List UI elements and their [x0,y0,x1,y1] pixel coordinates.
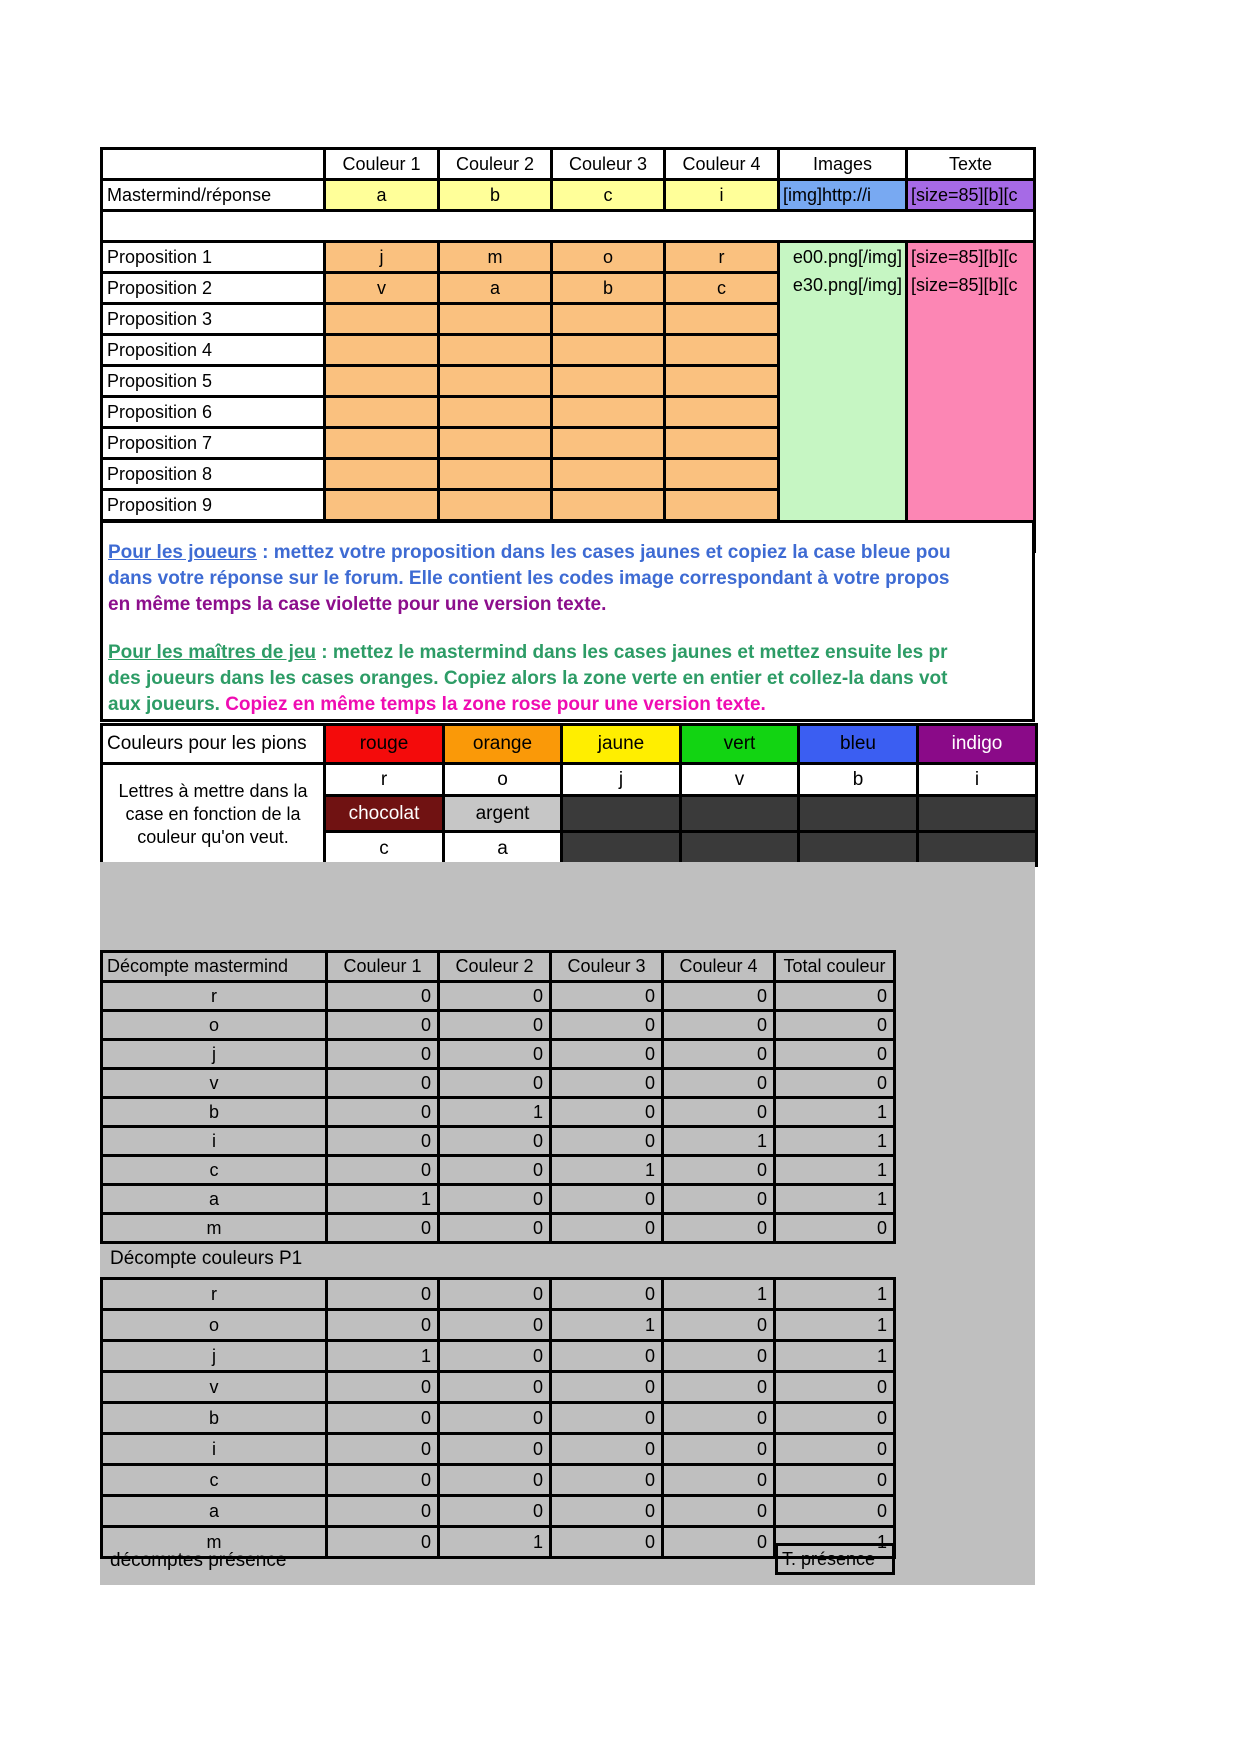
corner-cell [102,149,325,180]
proposition-color-cell[interactable]: c [665,273,779,304]
empty-dark-cell [918,796,1037,832]
count-cell[interactable]: 0 [439,1496,551,1527]
row-label: i [102,1127,327,1156]
proposition-color-cell[interactable] [552,335,665,366]
row-label: j [102,1341,327,1372]
count-cell[interactable]: 0 [663,1310,775,1341]
proposition-label: Proposition 9 [102,490,325,521]
proposition-color-cell[interactable]: m [439,242,552,273]
count-cell[interactable]: 0 [551,1341,663,1372]
mastermind-images-code-cell[interactable] [779,180,907,211]
count-cell[interactable]: 0 [551,1127,663,1156]
total-cell[interactable]: 1 [775,1156,895,1185]
proposition-color-cell[interactable]: j [325,242,439,273]
table-row [102,1127,895,1156]
count-cell[interactable]: 0 [439,1465,551,1496]
proposition-color-cell[interactable] [439,490,552,521]
table-row [102,1011,895,1040]
pion-letter: j [562,764,681,796]
count-cell[interactable]: 0 [663,1496,775,1527]
count-cell[interactable]: 0 [439,1434,551,1465]
mastermind-color-cell[interactable]: b [439,180,552,211]
count-cell[interactable]: 0 [551,1069,663,1098]
count-cell[interactable]: 0 [439,1403,551,1434]
proposition-label: Proposition 6 [102,397,325,428]
masters-instructions: Pour les maîtres de jeu : mettez le mastermind dans les cases jaunes et mettez ensuite les pr des joueurs dans les cases oranges. Copiez alors la zone verte en entier et collez-la dans vot aux joueurs. Copiez en même temps la zone rose pour une version texte. [108,642,948,715]
pion-letter: i [918,764,1037,796]
total-cell[interactable]: 0 [775,1214,895,1243]
decompte-header-row [102,952,895,982]
empty-dark-cell [681,796,799,832]
row-label: a [102,1185,327,1214]
count-cell[interactable]: 0 [663,1098,775,1127]
images-code-zone[interactable] [779,242,907,552]
image-code-line: e30.png[/img] [792,275,902,295]
instructions-box [100,520,1035,722]
count-cell[interactable]: 0 [327,1127,439,1156]
proposition-color-cell[interactable] [665,304,779,335]
row-label: i [102,1434,327,1465]
pions-title-cell: Couleurs pour les pions [102,725,325,764]
pion-letter: c [325,832,444,866]
proposition-color-cell[interactable] [439,335,552,366]
count-cell[interactable]: 0 [551,1040,663,1069]
table-row [102,1372,895,1403]
proposition-color-cell[interactable] [552,428,665,459]
pion-color-bleu: bleu [799,725,918,764]
count-cell[interactable]: 0 [551,1185,663,1214]
total-cell[interactable]: 1 [775,1310,895,1341]
texte-code-line: [size=85][b][c [911,275,1018,295]
proposition-label: Proposition 4 [102,335,325,366]
pion-color-vert: vert [681,725,799,764]
decompte-title-cell: Décompte mastermind [102,952,327,982]
mastermind-table [100,147,1036,553]
count-cell[interactable]: 0 [327,1156,439,1185]
proposition-color-cell[interactable] [325,304,439,335]
spacer-row [102,211,1035,242]
pion-colors-table [100,723,1038,867]
proposition-color-cell[interactable] [552,397,665,428]
proposition-color-cell[interactable] [439,428,552,459]
total-cell[interactable]: 0 [775,1040,895,1069]
count-cell[interactable]: 0 [551,1403,663,1434]
count-cell[interactable]: 0 [439,1341,551,1372]
pion-letter: r [325,764,444,796]
count-cell[interactable]: 0 [439,1185,551,1214]
rose-note: Copiez en même temps la zone rose pour une version texte. [225,694,766,715]
row-label: r [102,982,327,1011]
mastermind-color-cell[interactable]: a [325,180,439,211]
count-cell[interactable]: 0 [663,1156,775,1185]
count-cell[interactable]: 0 [439,1127,551,1156]
count-cell[interactable]: 0 [551,1214,663,1243]
row-label: v [102,1069,327,1098]
proposition-color-cell[interactable]: r [665,242,779,273]
proposition-label: Proposition 1 [102,242,325,273]
total-cell[interactable]: 0 [775,1403,895,1434]
proposition-color-cell[interactable]: v [325,273,439,304]
count-cell[interactable]: 1 [439,1527,551,1558]
count-cell[interactable]: 0 [663,1527,775,1558]
row-label: v [102,1372,327,1403]
column-header-couleur-2: Couleur 2 [439,149,552,180]
proposition-color-cell[interactable] [552,304,665,335]
image-code-line: e00.png[/img] [792,247,902,267]
total-cell[interactable]: 0 [775,1465,895,1496]
column-header-couleur-4: Couleur 4 [663,952,775,982]
count-cell[interactable]: 0 [327,1465,439,1496]
column-header-couleur-3: Couleur 3 [552,149,665,180]
proposition-color-cell[interactable] [665,490,779,521]
proposition-color-cell[interactable] [665,459,779,490]
count-cell[interactable]: 0 [663,1040,775,1069]
empty-dark-cell [799,832,918,866]
proposition-color-cell[interactable] [439,304,552,335]
pion-color-names-row [102,725,1037,764]
empty-dark-cell [799,796,918,832]
decompte-p1-title: Décompte couleurs P1 [110,1248,303,1269]
bbcode-size-text: [size=85][b][c [911,185,1018,205]
count-cell[interactable]: 0 [327,1069,439,1098]
total-cell[interactable]: 1 [775,1098,895,1127]
count-cell[interactable]: 0 [663,1434,775,1465]
proposition-color-cell[interactable]: b [552,273,665,304]
total-cell[interactable]: 1 [775,1127,895,1156]
column-header-couleur-3: Couleur 3 [551,952,663,982]
count-cell[interactable]: 0 [663,1011,775,1040]
column-header-couleur-4: Couleur 4 [665,149,779,180]
proposition-label: Proposition 5 [102,366,325,397]
table-row [102,1496,895,1527]
count-cell[interactable]: 1 [551,1156,663,1185]
pion-letter: v [681,764,799,796]
total-cell[interactable]: 0 [775,1011,895,1040]
table-row [102,1098,895,1127]
count-cell[interactable]: 0 [439,1011,551,1040]
total-presence-box: T. présence [775,1543,895,1575]
total-cell[interactable]: 0 [775,1496,895,1527]
count-cell[interactable]: 0 [663,1185,775,1214]
texte-code-zone[interactable] [907,242,1035,552]
table-row [102,1310,895,1341]
row-label: c [102,1156,327,1185]
proposition-row [102,242,1035,273]
proposition-color-cell[interactable] [665,397,779,428]
table-row [102,1465,895,1496]
total-cell[interactable]: 0 [775,982,895,1011]
table-row [102,1214,895,1243]
table-row [102,1185,895,1214]
count-cell[interactable]: 0 [551,1496,663,1527]
count-cell[interactable]: 0 [439,1069,551,1098]
count-cell[interactable]: 0 [663,1372,775,1403]
proposition-color-cell[interactable]: o [552,242,665,273]
decompte-p1-table [100,1277,896,1559]
table-row [102,1156,895,1185]
proposition-color-cell[interactable]: a [439,273,552,304]
proposition-color-cell[interactable] [665,335,779,366]
row-label: b [102,1098,327,1127]
row-label: o [102,1310,327,1341]
pion-color-rouge: rouge [325,725,444,764]
count-cell[interactable]: 0 [327,982,439,1011]
spacer-cell [102,211,1035,242]
pion-color-chocolat: chocolat [325,796,444,832]
count-cell[interactable]: 0 [327,1310,439,1341]
row-label: m [102,1527,327,1558]
count-cell[interactable]: 0 [551,1098,663,1127]
proposition-label: Proposition 7 [102,428,325,459]
mastermind-row-label: Mastermind/réponse [102,180,325,211]
count-cell[interactable]: 0 [327,1434,439,1465]
table-header-row [102,149,1035,180]
count-cell[interactable]: 0 [551,1011,663,1040]
proposition-color-cell[interactable] [325,428,439,459]
count-cell[interactable]: 0 [551,1279,663,1310]
proposition-color-cell[interactable] [325,459,439,490]
mastermind-row [102,180,1035,211]
empty-dark-cell [562,796,681,832]
count-cell[interactable]: 0 [439,1372,551,1403]
row-label: m [102,1214,327,1243]
proposition-color-cell[interactable] [665,428,779,459]
bbcode-img-text: [img]http://i [783,185,872,205]
violette-note: en même temps la case violette pour une version texte. [108,594,607,615]
table-row [102,1040,895,1069]
masters-lead: Pour les maîtres de jeu [108,642,317,663]
total-cell[interactable]: 1 [775,1279,895,1310]
pion-color-indigo: indigo [918,725,1037,764]
count-cell[interactable]: 0 [327,1040,439,1069]
count-cell[interactable]: 0 [327,1372,439,1403]
column-header-texte: Texte [907,149,1035,180]
mastermind-color-cell[interactable]: c [552,180,665,211]
count-cell[interactable]: 1 [327,1341,439,1372]
column-header-couleur-1: Couleur 1 [327,952,439,982]
count-cell[interactable]: 0 [551,1527,663,1558]
table-row [102,1403,895,1434]
pion-color-orange: orange [444,725,562,764]
pion-letter: o [444,764,562,796]
proposition-color-cell[interactable] [439,397,552,428]
table-row [102,1341,895,1372]
pion-letters-row [102,764,1037,796]
count-cell[interactable]: 0 [327,1279,439,1310]
count-cell[interactable]: 0 [439,1279,551,1310]
count-cell[interactable]: 0 [327,1496,439,1527]
count-cell[interactable]: 0 [551,982,663,1011]
proposition-label: Proposition 8 [102,459,325,490]
count-cell[interactable]: 0 [439,1156,551,1185]
proposition-color-cell[interactable] [552,459,665,490]
proposition-color-cell[interactable] [439,459,552,490]
total-cell[interactable]: 0 [775,1434,895,1465]
count-cell[interactable]: 1 [663,1127,775,1156]
table-row [102,1069,895,1098]
table-row [102,1279,895,1310]
count-cell[interactable]: 0 [551,1372,663,1403]
count-cell[interactable]: 1 [551,1310,663,1341]
empty-dark-cell [918,832,1037,866]
presence-label: décomptes présence [110,1550,287,1571]
texte-code-line: [size=85][b][c [911,247,1018,267]
count-cell[interactable]: 0 [551,1434,663,1465]
count-cell[interactable]: 1 [327,1185,439,1214]
proposition-color-cell[interactable] [439,366,552,397]
column-header-total-couleur: Total couleur [775,952,895,982]
count-cell[interactable]: 0 [663,1465,775,1496]
decompte-mastermind-table [100,950,896,1244]
total-cell[interactable]: 0 [775,1069,895,1098]
total-cell[interactable]: 1 [775,1341,895,1372]
count-cell[interactable]: 0 [439,1214,551,1243]
count-cell[interactable]: 0 [439,1040,551,1069]
pion-letter: b [799,764,918,796]
count-cell[interactable]: 0 [663,1341,775,1372]
proposition-color-cell[interactable] [325,366,439,397]
proposition-color-cell[interactable] [325,397,439,428]
count-cell[interactable]: 0 [439,982,551,1011]
proposition-color-cell[interactable] [665,366,779,397]
row-label: a [102,1496,327,1527]
total-cell[interactable]: 1 [775,1185,895,1214]
proposition-color-cell[interactable] [552,490,665,521]
mastermind-color-cell[interactable]: i [665,180,779,211]
row-label: j [102,1040,327,1069]
pion-color-argent: argent [444,796,562,832]
proposition-color-cell[interactable] [325,335,439,366]
pion-color-jaune: jaune [562,725,681,764]
players-lead: Pour les joueurs [108,542,257,563]
count-cell[interactable]: 0 [327,1403,439,1434]
empty-dark-cell [562,832,681,866]
proposition-label: Proposition 2 [102,273,325,304]
count-cell[interactable]: 0 [327,1527,439,1558]
proposition-color-cell[interactable] [325,490,439,521]
count-cell[interactable]: 0 [327,1214,439,1243]
row-label: c [102,1465,327,1496]
calculation-area [100,862,1035,1585]
pion-letters-note: Lettres à mettre dans la case en fonction de la couleur qu'on veut. [102,764,325,866]
total-cell[interactable]: 1 [775,1527,895,1558]
mastermind-texte-code-cell[interactable] [907,180,1035,211]
table-row [102,1434,895,1465]
column-header-images: Images [779,149,907,180]
count-cell[interactable]: 0 [663,1069,775,1098]
count-cell[interactable]: 0 [439,1310,551,1341]
proposition-label: Proposition 3 [102,304,325,335]
count-cell[interactable]: 0 [327,1098,439,1127]
count-cell[interactable]: 0 [663,982,775,1011]
count-cell[interactable]: 1 [663,1279,775,1310]
count-cell[interactable]: 0 [663,1214,775,1243]
players-instructions: Pour les joueurs : mettez votre proposition dans les cases jaunes et copiez la case bleue pou dans votre réponse sur le forum. Elle contient les codes image correspondant à votre propos en même temps la case violette pour une version texte. [108,542,951,615]
count-cell[interactable]: 0 [551,1465,663,1496]
column-header-couleur-2: Couleur 2 [439,952,551,982]
pion-letter: a [444,832,562,866]
row-label: o [102,1011,327,1040]
row-label: r [102,1279,327,1310]
table-row [102,982,895,1011]
row-label: b [102,1403,327,1434]
count-cell[interactable]: 0 [327,1011,439,1040]
proposition-color-cell[interactable] [552,366,665,397]
column-header-couleur-1: Couleur 1 [325,149,439,180]
count-cell[interactable]: 0 [663,1403,775,1434]
count-cell[interactable]: 1 [439,1098,551,1127]
total-cell[interactable]: 0 [775,1372,895,1403]
empty-dark-cell [681,832,799,866]
